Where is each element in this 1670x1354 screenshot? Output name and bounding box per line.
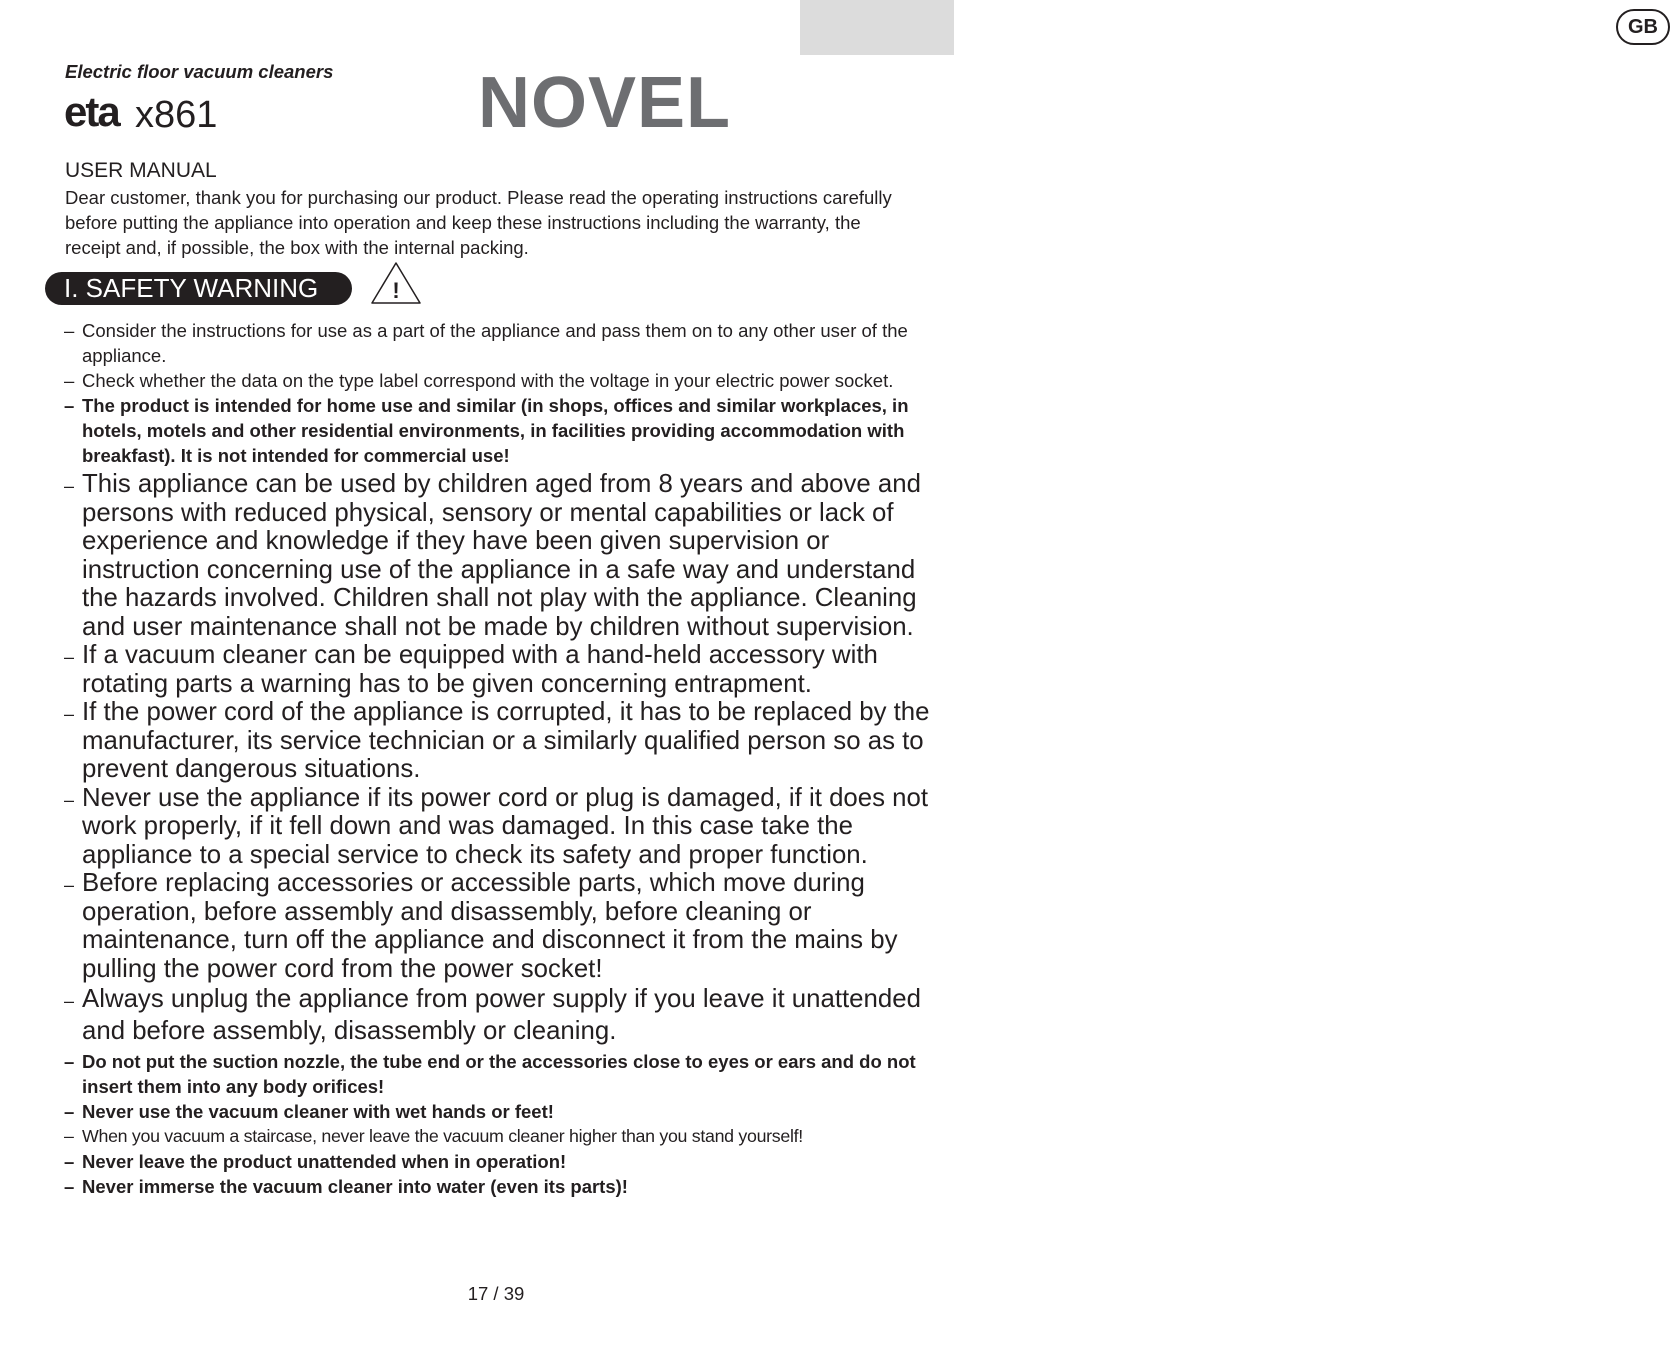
warning-exclamation: ! xyxy=(392,278,400,303)
list-item: – Never use the appliance if its power cord or plug is damaged, if it does not work properly, if it fell down and was damaged. In this case take the appliance to a special service to check its safety and proper function. xyxy=(64,783,929,869)
list-item: – Before replacing accessories or accessible parts, which move during operation, before assembly and disassembly, before cleaning or maintenance, turn off the appliance and disconnect it from the mains by pulling the power cord from the power socket! xyxy=(64,869,898,983)
language-tab xyxy=(800,0,1658,55)
model-number: x861 xyxy=(135,94,218,136)
list-item: – If a vacuum cleaner can be equipped with a hand-held accessory with rotating parts a warning has to be given concerning entrapment. xyxy=(64,641,878,698)
list-item: – Consider the instructions for use as a part of the appliance and pass them on to any other user of the appliance. xyxy=(64,320,908,366)
product-category: Electric floor vacuum cleaners xyxy=(65,61,334,82)
safety-warning-list xyxy=(64,318,934,1199)
warning-triangle-icon xyxy=(370,261,422,305)
list-item: – This appliance can be used by children aged from 8 years and above and persons with reduced physical, sensory or mental capabilities or lack of experience and knowledge if they have been given supervision or instruction concerning use of the appliance in a safe way and understand the hazards involved. Children shall not play with the appliance. Cleaning and user maintenance shall not be made by children without supervision. xyxy=(64,470,921,641)
product-name: NOVEL xyxy=(478,63,732,143)
section-heading: I. SAFETY WARNING xyxy=(45,272,352,305)
list-item: – The product is intended for home use and similar (in shops, offices and similar workplaces, in hotels, motels and other residential environments, in facilities providing accommodation with breakfast). It is not intended for commercial use! xyxy=(64,395,909,466)
list-item: – Never leave the product unattended when in operation! xyxy=(64,1151,567,1172)
list-item: – Do not put the suction nozzle, the tube end or the accessories close to eyes or ears and do not insert them into any body orifices! xyxy=(64,1051,916,1097)
list-item: – When you vacuum a staircase, never leave the vacuum cleaner higher than you stand yourself! xyxy=(64,1126,803,1146)
list-item: – If the power cord of the appliance is corrupted, it has to be replaced by the manufacturer, its service technician or a similarly qualified person so as to prevent dangerous situations. xyxy=(64,698,930,783)
brand-logo: eta xyxy=(64,88,119,135)
page-number: 17 / 39 xyxy=(467,1283,525,1304)
intro-paragraph: Dear customer, thank you for purchasing our product. Please read the operating instructions carefully before putting the appliance into operation and keep these instructions including the warranty, the receipt and, if possible, the box with the internal packing. xyxy=(65,187,892,258)
list-item: – Never immerse the vacuum cleaner into water (even its parts)! xyxy=(64,1176,628,1197)
list-item: – Always unplug the appliance from power supply if you leave it unattended and before assembly, disassembly or cleaning. xyxy=(64,985,921,1045)
manual-title: USER MANUAL xyxy=(65,159,217,182)
list-item: – Check whether the data on the type label correspond with the voltage in your electric power socket. xyxy=(64,370,894,391)
list-item: – Never use the vacuum cleaner with wet hands or feet! xyxy=(64,1101,554,1122)
language-badge: GB xyxy=(1616,9,1670,45)
